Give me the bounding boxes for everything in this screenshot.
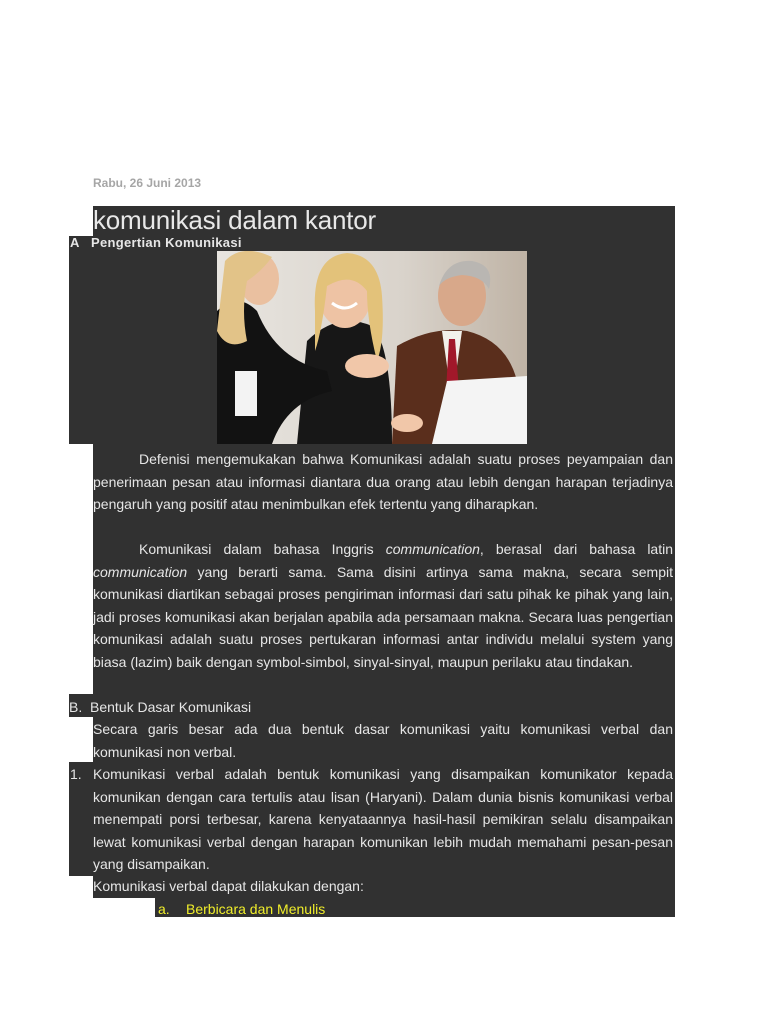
paragraph-definition: Defenisi mengemukakan bahwa Komunikasi adalah suatu proses peyampaian dan penerimaan pesan atau informasi diantara dua orang atau lebih dengan harapan terjadinya pengaruh yang positif atau menimbulkan efek tertentu yang diharapkan.	[93, 451, 673, 512]
right-block-bg	[527, 251, 675, 444]
section-b-heading: Bentuk Dasar Komunikasi	[90, 699, 252, 715]
post-date: Rabu, 26 Juni 2013	[93, 176, 202, 190]
paragraph-communication-italic2: communication	[93, 563, 188, 580]
sub-a-marker: a.	[158, 901, 170, 917]
paragraph-communication-italic1: communication	[385, 541, 480, 557]
section-b-marker: B.	[69, 699, 83, 715]
item1-text: Komunikasi verbal adalah bentuk komunikasi yang disampaikan komunikator kepada komunikan dengan cara tertulis atau lisan (Haryani). Dalam dunia bisnis komunikasi verbal menempati porsi terbesar, karena kenyataannya hasil-hasil pemikiran selalu disampaikan lewat komunikasi verbal dengan harapan komunikan lebih mudah memahami pesan-pesan yang disampaikan.	[93, 766, 673, 872]
section-a-heading: Pengertian Komunikasi	[91, 235, 242, 250]
section-b-intro: Secara garis besar ada dua bentuk dasar komunikasi yaitu komunikasi verbal dan komunikasi non verbal.	[93, 721, 673, 760]
paragraph-communication-part2: , berasal dari bahasa latin	[479, 541, 673, 557]
paragraph-communication	[93, 538, 673, 694]
section-a-marker: A	[70, 235, 80, 250]
post-title: komunikasi dalam kantor	[93, 205, 376, 235]
left-block-bg	[69, 236, 217, 444]
photo-illustration	[217, 251, 527, 444]
office-meeting-photo	[217, 251, 527, 444]
heading-strip-bg	[217, 236, 675, 251]
item1-marker: 1.	[70, 766, 82, 782]
paragraph-communication-part1: Komunikasi dalam bahasa Inggris	[139, 541, 386, 557]
sub-a-text: Berbicara dan Menulis	[186, 901, 326, 917]
item1-followup: Komunikasi verbal dapat dilakukan dengan:	[93, 878, 364, 894]
paragraph-communication-part3: yang berarti sama. Sama disini artinya sama makna, secara sempit komunikasi diartikan sebagai proses pengiriman informasi dari satu pihak ke pihak yang lain, jadi proses komunikasi akan berjalan apabila ada persamaan makna. Secara luas pengertian komunikasi adalah suatu proses pertukaran informasi antar individu melalui system yang biasa (lazim) baik dengan symbol-simbol, sinyal-sinyal, maupun perilaku atau tindakan.	[93, 563, 673, 670]
